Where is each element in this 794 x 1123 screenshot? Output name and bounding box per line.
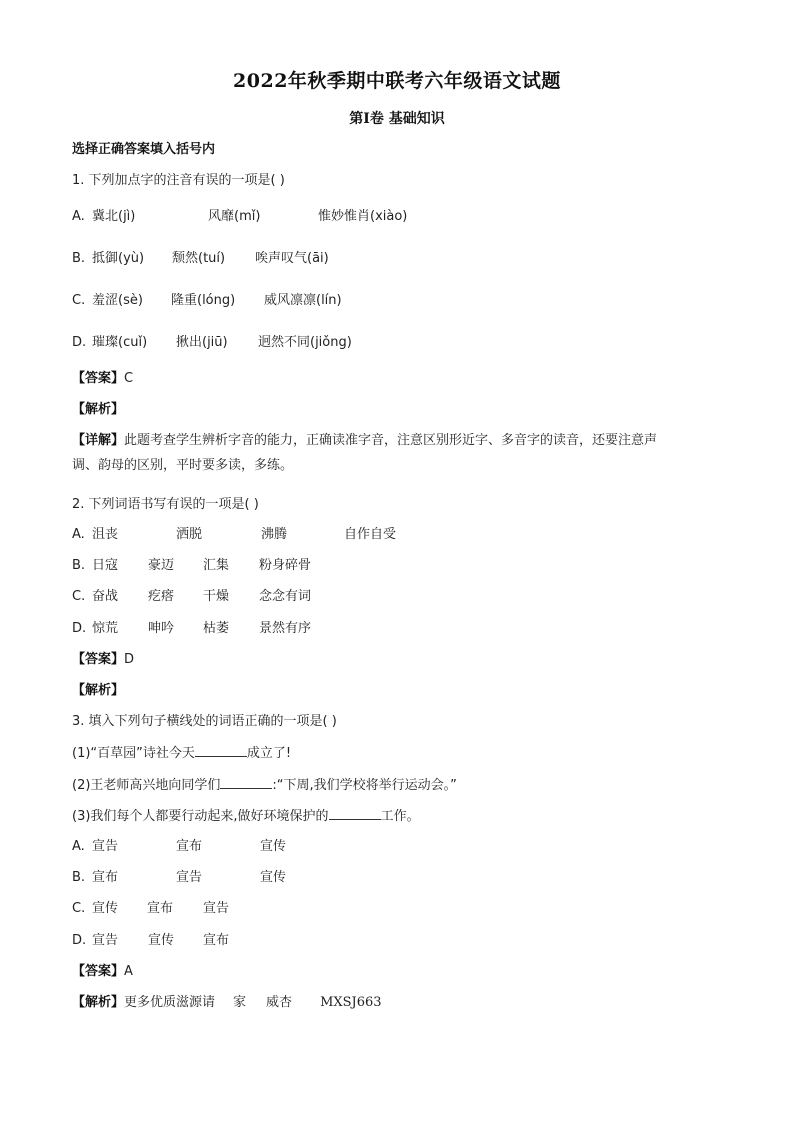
- option-word: 宣传: [260, 870, 287, 885]
- question-3-answer: [72, 963, 133, 981]
- option-label: A.: [72, 209, 85, 224]
- sentence-text: 成立了!: [246, 746, 292, 761]
- question-1-answer: [72, 370, 133, 388]
- page-subtitle: 第Ⅰ卷 基础知识: [349, 111, 445, 127]
- option-word: 豪迈: [148, 558, 175, 573]
- answer-value: A: [124, 964, 133, 979]
- option-word: 沮丧: [92, 527, 119, 542]
- option-label: A.: [72, 527, 85, 542]
- answer-value: D: [124, 652, 135, 667]
- analysis-tag: 【解析】: [72, 995, 125, 1010]
- option-word: 宣告: [92, 839, 119, 854]
- option-word: 宣传: [260, 839, 287, 854]
- option-word: 宣布: [176, 839, 203, 854]
- question-1-option-a: [72, 208, 712, 226]
- option-label: C.: [72, 901, 86, 916]
- question-1-option-c: [72, 292, 712, 310]
- answer-tag: 【答案】: [72, 964, 125, 979]
- question-1-detail: [72, 428, 712, 478]
- question-1-option-b: [72, 250, 712, 268]
- question-3-analysis: [72, 994, 382, 1012]
- option-word: 粉身碎骨: [259, 558, 312, 573]
- question-3-sentence-2: [72, 776, 457, 795]
- analysis-text: 更多优质滋源请: [124, 995, 216, 1010]
- fill-blank: [329, 807, 381, 820]
- watermark-text: 家: [233, 995, 247, 1010]
- question-3-option-d: [72, 932, 712, 950]
- question-1-analysis-tag: 【解析】: [72, 402, 125, 417]
- option-word: 宣告: [92, 933, 119, 948]
- question-2-stem: 2. 下列词语书写有误的一项是( ): [72, 497, 259, 512]
- option-word: 景然有序: [259, 621, 312, 636]
- option-word: 抵御(yù): [92, 251, 145, 266]
- option-word: 自作自受: [344, 527, 397, 542]
- option-word: 宣传: [148, 933, 175, 948]
- sentence-text: (3)我们每个人都要行动起来,做好环境保护的: [72, 809, 329, 824]
- option-word: 宣传: [92, 901, 119, 916]
- detail-tag: 【详解】: [72, 433, 125, 448]
- option-word: 威风凛凛(lín): [264, 293, 342, 308]
- watermark-code: MXSJ663: [320, 995, 382, 1010]
- question-3-option-b: [72, 869, 712, 887]
- question-2-option-c: [72, 588, 712, 606]
- section-heading: 选择正确答案填入括号内: [72, 142, 216, 157]
- question-3-option-a: [72, 838, 712, 856]
- option-word: 唉声叹气(āi): [255, 251, 329, 266]
- question-2-answer: [72, 651, 134, 669]
- option-label: B.: [72, 251, 86, 266]
- question-3-option-c: [72, 900, 712, 918]
- question-2-option-d: [72, 620, 712, 638]
- detail-text-line-1: 此题考查学生辨析字音的能力，正确读准字音，注意区别形近字、多音字的读音，还要注意声: [124, 433, 658, 448]
- option-word: 冀北(jì): [92, 209, 136, 224]
- question-2-option-b: [72, 557, 712, 575]
- option-word: 揪出(jiū): [176, 335, 228, 350]
- option-word: 隆重(lóng): [171, 293, 236, 308]
- option-label: D.: [72, 933, 87, 948]
- question-2-option-a: [72, 526, 712, 544]
- option-word: 念念有词: [259, 589, 312, 604]
- sentence-text: (2)王老师高兴地向同学们: [72, 778, 221, 793]
- option-word: 宣布: [92, 870, 119, 885]
- detail-text-line-2: 调、韵母的区别，平时要多读，多练。: [72, 458, 294, 473]
- option-word: 干燥: [203, 589, 230, 604]
- page-title: 2022年秋季期中联考六年级语文试题: [233, 70, 561, 92]
- sentence-text: (1)“百草园”诗社今天: [72, 746, 195, 761]
- option-word: 惊荒: [92, 621, 119, 636]
- sentence-text: 工作。: [380, 809, 420, 824]
- fill-blank: [195, 744, 247, 757]
- option-word: 颓然(tuí): [172, 251, 226, 266]
- watermark-text: 威杏: [266, 995, 293, 1010]
- option-word: 汇集: [203, 558, 230, 573]
- question-3-sentence-1: [72, 744, 291, 763]
- question-3-sentence-3: [72, 807, 420, 826]
- option-word: 洒脱: [176, 527, 203, 542]
- question-2-analysis-tag: 【解析】: [72, 683, 125, 698]
- option-label: B.: [72, 558, 86, 573]
- option-word: 风靡(mǐ): [208, 209, 261, 224]
- option-word: 羞涩(sè): [92, 293, 143, 308]
- option-word: 宣告: [203, 901, 230, 916]
- option-label: B.: [72, 870, 86, 885]
- answer-tag: 【答案】: [72, 371, 125, 386]
- question-1-option-d: [72, 334, 712, 352]
- option-label: A.: [72, 839, 85, 854]
- option-word: 惟妙惟肖(xiào): [318, 209, 408, 224]
- option-word: 迥然不同(jiǒng): [258, 335, 352, 350]
- answer-value: C: [124, 371, 134, 386]
- option-word: 呻吟: [148, 621, 175, 636]
- option-word: 疙瘩: [148, 589, 175, 604]
- option-label: D.: [72, 335, 87, 350]
- option-word: 奋战: [92, 589, 119, 604]
- fill-blank: [220, 776, 272, 789]
- option-word: 璀璨(cuǐ): [92, 335, 148, 350]
- question-1-stem: 1. 下列加点字的注音有误的一项是( ): [72, 173, 285, 188]
- option-word: 宣布: [147, 901, 174, 916]
- option-word: 沸腾: [261, 527, 288, 542]
- question-3-stem: 3. 填入下列句子横线处的词语正确的一项是( ): [72, 714, 337, 729]
- option-word: 日寇: [92, 558, 119, 573]
- option-label: C.: [72, 293, 86, 308]
- option-word: 宣告: [176, 870, 203, 885]
- option-word: 宣布: [203, 933, 230, 948]
- option-label: C.: [72, 589, 86, 604]
- sentence-text: :“下周,我们学校将举行运动会。”: [272, 778, 457, 793]
- option-word: 枯萎: [203, 621, 230, 636]
- answer-tag: 【答案】: [72, 652, 125, 667]
- option-label: D.: [72, 621, 87, 636]
